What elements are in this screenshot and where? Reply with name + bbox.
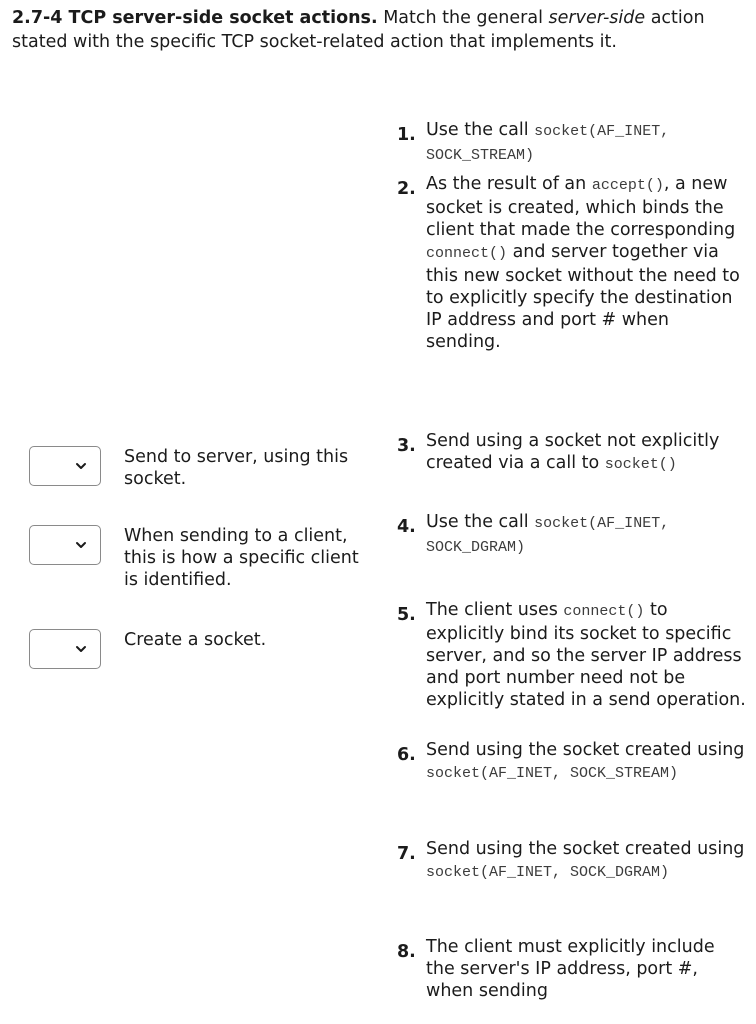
answer-text-part: The client must explicitly include the server's IP address, port #, when sending [426, 937, 715, 1001]
question-title: 2.7-4 TCP server-side socket actions. [12, 8, 378, 28]
question-emphasis: server-side [542, 8, 646, 28]
code-snippet: socket(AF_INET, SOCK_DGRAM) [426, 515, 670, 556]
question-text-a: Match the general [377, 8, 543, 28]
code-snippet: socket(AF_INET, SOCK_STREAM) [426, 123, 670, 164]
answer-text-part: As the result of an [426, 174, 592, 194]
match-dropdown-3[interactable] [29, 629, 101, 669]
answer-text-part: The client uses [426, 600, 564, 620]
code-snippet: connect() [426, 245, 508, 262]
chevron-down-icon [74, 459, 88, 473]
answer-text-part: , a new socket is created, which binds the client that made the corresponding [426, 174, 736, 240]
answer-text-part: Use the call [426, 120, 535, 140]
answer-text [426, 430, 748, 476]
answer-number: 1. [397, 125, 416, 145]
answer-text-part: Send using the socket created using [426, 740, 745, 760]
answer-text [426, 936, 748, 1002]
answer-text-part: and server together via this new socket without the need to to explicitly specify the destination IP address and port # when sending. [426, 242, 740, 352]
code-snippet: socket() [604, 456, 677, 473]
code-snippet: accept() [591, 177, 664, 194]
chevron-down-icon [74, 642, 88, 656]
match-dropdown-2[interactable] [29, 525, 101, 565]
answer-number: 6. [397, 745, 416, 765]
answer-number: 2. [397, 179, 416, 199]
answer-text-part: Send using a socket not explicitly created via a call to [426, 431, 720, 473]
answer-text-part: Send using the socket created using [426, 839, 745, 859]
answer-text-part: Use the call [426, 512, 535, 532]
answer-number: 7. [397, 844, 416, 864]
answer-number: 5. [397, 605, 416, 625]
answer-number: 8. [397, 942, 416, 962]
code-snippet: socket(AF_INET, SOCK_DGRAM) [426, 864, 670, 881]
question-text-b: action stated with the specific TCP socket-related action that implements it. [12, 8, 705, 52]
code-snippet: connect() [563, 603, 645, 620]
prompt-label: When sending to a client, this is how a specific client is identified. [124, 526, 359, 590]
answer-text [426, 838, 748, 884]
chevron-down-icon [74, 538, 88, 552]
code-snippet: socket(AF_INET, SOCK_STREAM) [426, 765, 679, 782]
answer-number: 4. [397, 517, 416, 537]
answer-text [426, 119, 748, 167]
prompt-label: Create a socket. [124, 630, 267, 650]
match-dropdown-1[interactable] [29, 446, 101, 486]
answer-text [426, 173, 748, 353]
answer-text-part: to explicitly bind its socket to specific server, and so the server IP address and port number need not be explicitly stated in a send operation. [426, 600, 746, 710]
answer-text [426, 739, 748, 785]
question-text [12, 6, 748, 54]
answer-text [426, 599, 748, 711]
prompt-label: Send to server, using this socket. [124, 447, 349, 489]
answer-text [426, 511, 748, 559]
answer-number: 3. [397, 436, 416, 456]
